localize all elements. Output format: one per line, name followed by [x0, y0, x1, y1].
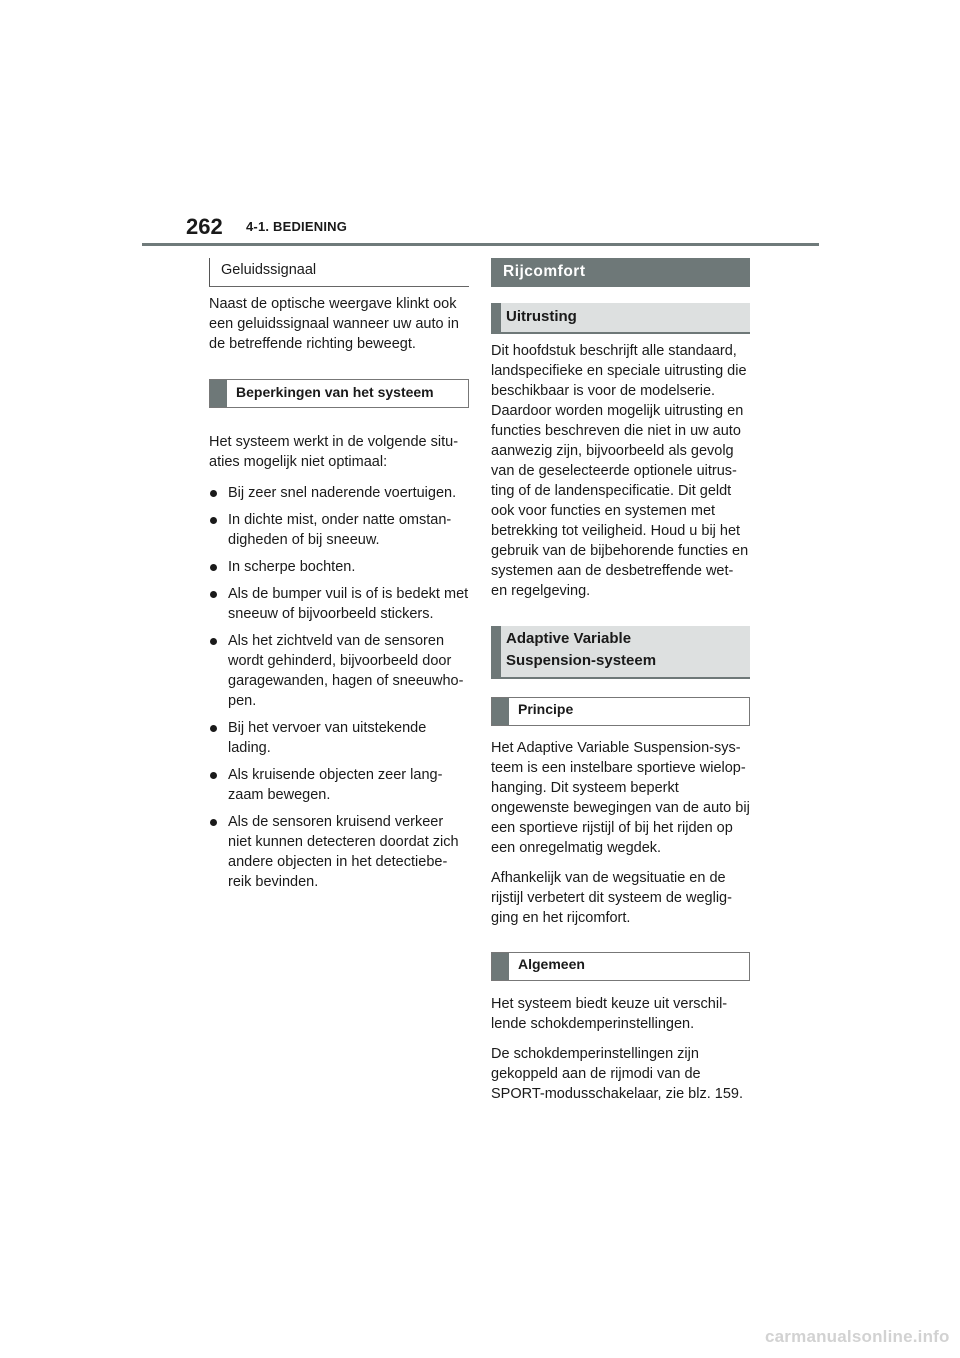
limits-intro: Het systeem werkt in de volgende situ-aties mogelijk niet optimaal:: [209, 434, 459, 470]
principle-text-1: Het Adaptive Variable Suspension-sys-teem is een instelbare sportieve wielop-hanging. Dit systeem beperkt ongewenste bewegingen van de auto bij een sportieve rijstijl of bij het rijden op een onregelmatig wegdek.: [491, 740, 750, 856]
list-item: In scherpe bochten.: [209, 557, 469, 577]
equipment-heading-label: Uitrusting: [506, 308, 577, 325]
list-item: Als kruisende objecten zeer lang-zaam bewegen.: [209, 765, 469, 805]
list-item: Als de sensoren kruisend verkeer niet kunnen detecteren doordat zich andere objecten in het detectiebe-reik bevinden.: [209, 812, 469, 892]
avs-heading: [491, 626, 750, 679]
avs-heading-label: [501, 626, 656, 677]
header-rule: [142, 243, 819, 246]
limits-heading: [209, 379, 469, 408]
equipment-heading: [491, 303, 750, 334]
general-text-1: Het systeem biedt keuze uit verschil-lende schokdemperinstellingen.: [491, 996, 728, 1032]
page-number: 262: [186, 214, 223, 239]
limits-list: [209, 483, 469, 892]
list-item: Bij zeer snel naderende voertuigen.: [209, 483, 469, 503]
general-heading: [491, 952, 750, 981]
list-item: Als de bumper vuil is of is bedekt met sneeuw of bijvoorbeeld stickers.: [209, 584, 469, 624]
equipment-text: Dit hoofdstuk beschrijft alle standaard, landspecifieke en speciale uitrusting die beschikbaar is voor de modelserie. Daardoor worden mogelijk uitrusting en functies beschreven die niet in uw auto aanwezig zijn, bijvoorbeeld als gevolg van de geselecteerde optionele uitrus-ting of de landenspecificatie. Dit geldt ook voor functies en systemen met betrekking tot veiligheid. Houd u bij het gebruik van de bijbehorende functies en systemen aan de desbetreffende wet- en regelgeving.: [491, 343, 749, 599]
general-text-2: De schokdemperinstellingen zijn gekoppeld aan de rijmodi van de SPORT-modusschakelaar, zie blz. 159.: [491, 1046, 743, 1102]
list-item: In dichte mist, onder natte omstan-digheden of bij sneeuw.: [209, 510, 469, 550]
avs-heading-line1: Adaptive Variable: [506, 630, 632, 647]
watermark: carmanualsonline.info: [765, 1327, 950, 1346]
principle-heading-label: Principe: [518, 701, 574, 717]
sound-signal-heading: Geluidssignaal: [209, 258, 469, 287]
list-item: Als het zichtveld van de sensoren wordt gehinderd, bijvoorbeeld door garagewanden, hagen of sneeuwho-pen.: [209, 631, 469, 711]
heading-marker: [491, 303, 501, 332]
general-heading-label: Algemeen: [518, 956, 585, 972]
chapter-title: Rijcomfort: [491, 258, 750, 287]
limits-heading-label: Beperkingen van het systeem: [236, 384, 434, 400]
section-label: 4-1. BEDIENING: [246, 219, 348, 234]
heading-marker: [492, 953, 509, 980]
avs-heading-line2: Suspension-systeem: [506, 652, 657, 669]
heading-marker: [492, 698, 509, 725]
principle-text-2: Afhankelijk van de wegsituatie en de rijstijl verbetert dit systeem de weglig-ging en het rijcomfort.: [491, 870, 732, 926]
right-column: [491, 258, 750, 1114]
left-column: [209, 258, 469, 899]
list-item: Bij het vervoer van uitstekende lading.: [209, 718, 469, 758]
sound-signal-text: Naast de optische weergave klinkt ook een geluidssignaal wanneer uw auto in de betreffende richting beweegt.: [209, 296, 459, 352]
principle-heading: [491, 697, 750, 726]
heading-marker: [210, 380, 227, 407]
heading-marker: [491, 626, 501, 677]
